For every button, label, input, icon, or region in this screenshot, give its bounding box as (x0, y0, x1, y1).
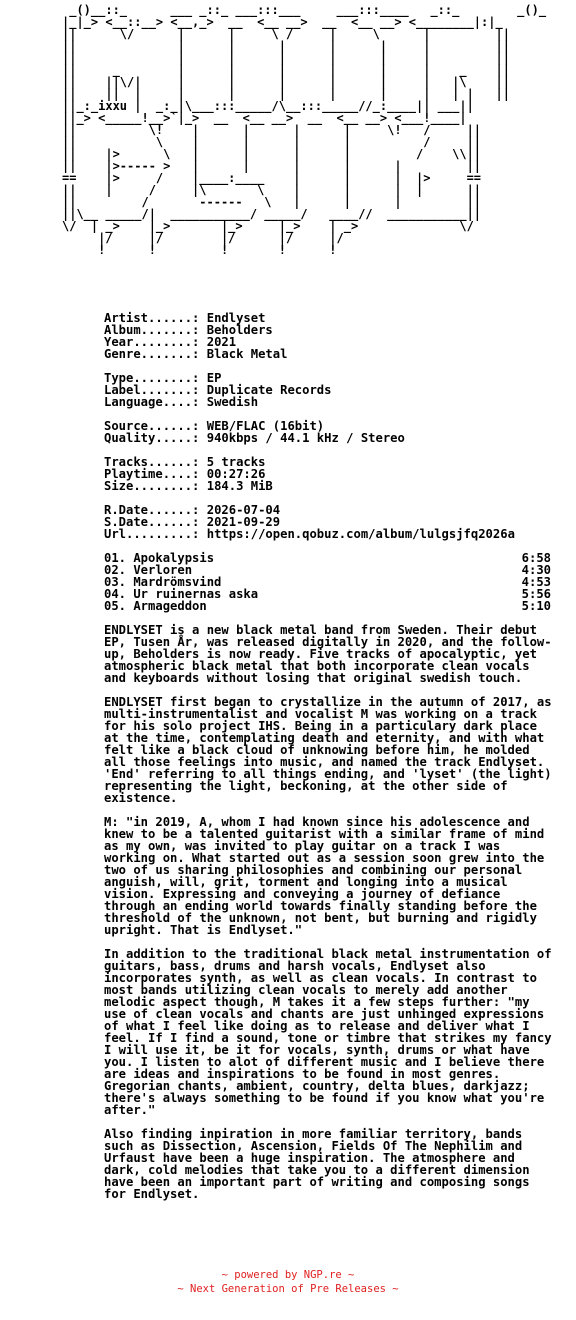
description-paragraph: Also finding inpiration in more familiar territory, bands such as Dissection, Ascension, Fields Of The Nephilim and Urfaust have been a huge inspiration. The atmosphere and dark, cold melodies that take you to a different dimension have been an important part of writing and composing songs for Endlyset. (104, 1127, 530, 1201)
track-row (104, 600, 551, 612)
footer-powered-by[interactable]: ~ powered by NGP.re ~ (221, 1269, 355, 1281)
footer (0, 1268, 576, 1296)
ascii-art-logo: _()__::_ ___ _::_ ___:::___ ___:::____ _::_ _()_ |_|_> <__::__> <__,_> __ <__ __> __ <__ __> <________|:|_ || \/ | | \ / | \ | || || | | | | | | || || | | | | | | || || _ | | | | | | _ || || ||\/| | | | | | | |\ || || || | | | | | | | | | || ||_:_ixxu | _:_|\___:::_____/\__:::_____//_:____|| ___|| ||_> <_____!__>`|_> __ <__ __> __ <__ __> <___!____| || \! | | | | \! / || || \ | | | | / || || |> \ | | | | / \\|| || |>----- > | | | | | || == |> / |____:____ | | | |> == || | / |\ \ | | | | || || / ------ \ | | | || ||\__ _____/| ___________/ _____/ ____// ___________|| \/ | _> |_> |_> |_> | _> \/ |/ |/ |/ |/ |/ ! ! ! ! ! (62, 3, 547, 257)
url-row (104, 528, 556, 540)
size-label: Size........: (104, 479, 200, 493)
year-value: 2021 (206, 335, 237, 349)
size-value: 184.3 MiB (206, 479, 273, 493)
label-value: Duplicate Records (206, 383, 332, 397)
language-value: Swedish (206, 395, 259, 409)
sdate-value: 2021-09-29 (206, 515, 281, 529)
description-paragraph: In addition to the traditional black metal instrumentation of guitars, bass, drums and harsh vocals, Endlyset also incorporates synth, as well as clean vocals. In contrast to most bands utilizing clean vocals to merely add another melodic aspect though, M takes it a few steps further: "my use of clean vocals and chants are just unhinged expressions of what I feel like doing as to release and deliver what I feel. If I find a sound, tone or timbre that strikes my fancy I will use it, be it for vocals, synth, drums or what have you. I listen to alot of different music and I believe there are ideas and inspirations to be found in most genres. Gregorian chants, ambient, country, delta blues, darkjazz; there's always something to be found if you know what you're after." (104, 947, 552, 1117)
label-label: Label.......: (104, 383, 200, 397)
description-paragraph: ENDLYSET first began to crystallize in the autumn of 2017, as multi-instrumentalist and vocalist M was working on a track for his solo project IHS. Being in a particulary dark place at the time, contemplating death and eternity, and with what felt like a black cloud of unknowing before him, he molded all those feelings into music, and named the track Endlyset. 'End' referring to all things ending, and 'lyset' (the light) representing the light, beckoning, at the other side of existence. (104, 695, 552, 805)
footer-tagline: ~ Next Generation of Pre Releases ~ (177, 1283, 399, 1295)
sdate-label: S.Date......: (104, 515, 200, 529)
track-time: 4:30 (521, 563, 551, 577)
description-paragraph: M: "in 2019, A, whom I had known since his adolescence and knew to be a talented guitarist with a similar frame of mind as my own, was invited to play guitar on a track I was working on. What started out as a session soon grew into the two of us sharing philosophies and combining our personal anguish, will, grit, torment and longing into a musical vision. Expressing and conveying a journey of defiance through an ending world towards finally standing before the threshold of the unknown, not bent, but burning and rigidly upright. That is Endlyset." (104, 815, 545, 937)
track-title: 02. Verloren (104, 563, 193, 577)
album-label: Album.......: (104, 323, 200, 337)
track-time: 5:56 (521, 587, 551, 601)
quality-row (104, 432, 556, 444)
genre-label: Genre.......: (104, 347, 200, 361)
url-label: Url.........: (104, 527, 200, 541)
track-time: 6:58 (521, 551, 551, 565)
url-link[interactable]: https://open.qobuz.com/album/lulgsjfq2026a (206, 527, 515, 541)
album-value: Beholders (206, 323, 273, 337)
quality-label: Quality.....: (104, 431, 200, 445)
playtime-value: 00:27:26 (206, 467, 266, 481)
track-time: 4:53 (521, 575, 551, 589)
rdate-label: R.Date......: (104, 503, 200, 517)
genre-row (104, 348, 556, 360)
genre-value: Black Metal (206, 347, 288, 361)
track-title: 03. Mardrömsvind (104, 575, 222, 589)
release-info (104, 312, 556, 1212)
type-label: Type........: (104, 371, 200, 385)
description (104, 624, 556, 1200)
artist-label: Artist......: (104, 311, 200, 325)
language-label: Language....: (104, 395, 200, 409)
tracks-value: 5 tracks (206, 455, 266, 469)
tracks-label: Tracks......: (104, 455, 200, 469)
type-value: EP (206, 371, 222, 385)
description-paragraph: ENDLYSET is a new black metal band from Sweden. Their debut EP, Tusen År, was released digitally in 2020, and the follow-up, Beholders is now ready. Five tracks of apocalyptic, yet atmospheric black metal that both incorporate clean vocals and keyboards without losing that original swedish touch. (104, 623, 552, 685)
language-row (104, 396, 556, 408)
year-label: Year........: (104, 335, 200, 349)
track-title: 01. Apokalypsis (104, 551, 215, 565)
rdate-value: 2026-07-04 (206, 503, 281, 517)
track-title: 05. Armageddon (104, 599, 207, 613)
artist-value: Endlyset (206, 311, 266, 325)
track-title: 04. Ur ruinernas aska (104, 587, 259, 601)
source-value: WEB/FLAC (16bit) (206, 419, 325, 433)
source-label: Source......: (104, 419, 200, 433)
size-row (104, 480, 556, 492)
tracklist (104, 552, 556, 612)
quality-value: 940kbps / 44.1 kHz / Stereo (206, 431, 405, 445)
track-time: 5:10 (521, 599, 551, 613)
playtime-label: Playtime....: (104, 467, 200, 481)
